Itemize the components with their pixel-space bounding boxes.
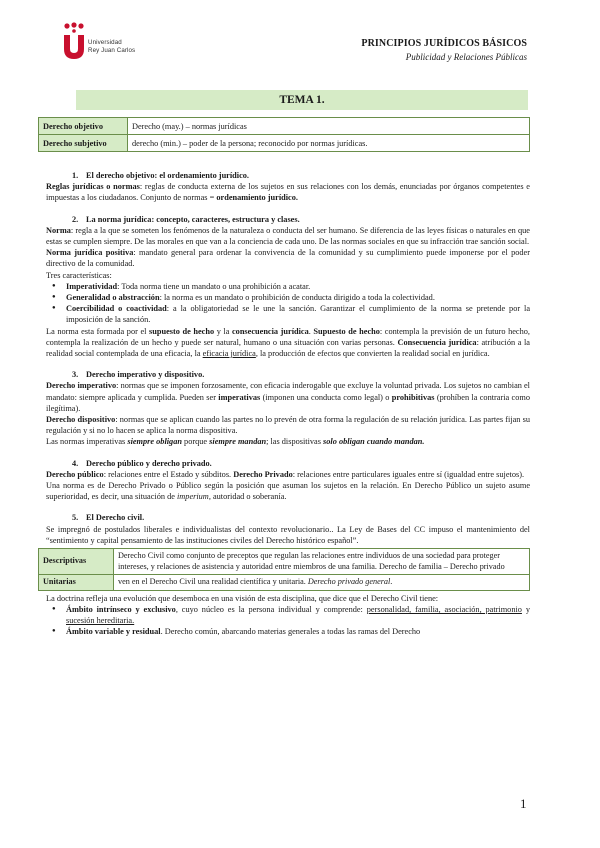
table-desc: ven en el Derecho Civil una realidad científica y unitaria. Derecho privado general. — [114, 575, 530, 591]
list-item: ● Ámbito variable y residual. Derecho común, abarcando materias generales a todas las ramas del Derecho — [46, 626, 530, 637]
scope-list — [46, 604, 530, 638]
urjc-logo-icon — [62, 22, 86, 60]
logo-text-line2: Rey Juan Carlos — [88, 47, 136, 54]
characteristics-list — [46, 281, 530, 326]
paragraph: Tres características: — [46, 270, 112, 280]
paragraph: La doctrina refleja una evolución que desemboca en una visión de esta disciplina, que dice que el Derecho Civil tiene: — [46, 593, 439, 603]
paragraph: Norma jurídica positiva: mandato general para ordenar la convivencia de la comunidad y su cumplimiento puede imponerse por el poder directivo de la comunidad. — [46, 248, 530, 269]
table-term: Unitarias — [39, 575, 114, 591]
definition-desc: derecho (min.) – poder de la persona; reconocido por normas jurídicas. — [128, 135, 530, 152]
section-heading: 2. La norma jurídica: concepto, caracteres, estructura y clases. — [72, 214, 300, 224]
paragraph: Una norma es de Derecho Privado o Público según la posición que asuman los sujetos en la relación. En Derecho Público un sujeto asume superioridad, es decir, una situación de imperium, autoridad o soberanía. — [46, 481, 530, 502]
paragraph: Las normas imperativas siempre obligan porque siempre mandan; las dispositivas solo obligan cuando mandan. — [46, 437, 425, 447]
paragraph: La norma esta formada por el supuesto de hecho y la consecuencia jurídica. Supuesto de hecho: contempla la previsión de un futuro hecho, contempla la realización de un hecho y puede ser natural, humano o una situación con varias personas. Consecuencia jurídica: atribución a la realidad social contemplada de una eficacia, la eficacia jurídica, la producción de efectos que convierten la realidad social en jurídica. — [46, 326, 530, 359]
tema-heading: TEMA 1. — [76, 90, 528, 110]
paragraph: Derecho dispositivo: normas que se aplican cuando las partes no lo prevén de otra forma la regulación de su relación jurídica. Las partes fijan su regulación y si no lo hacen se aplica la norma dispositiva. — [46, 415, 530, 436]
section-heading: 4. Derecho público y derecho privado. — [72, 458, 212, 468]
section-heading: 5. El Derecho civil. — [72, 513, 145, 523]
section-heading: 1. El derecho objetivo: el ordenamiento jurídico. — [72, 171, 249, 180]
table-row — [39, 118, 530, 135]
logo-text-line1: Universidad — [88, 39, 122, 46]
university-logo — [62, 22, 142, 62]
definition-desc: Derecho (may.) – normas jurídicas — [128, 118, 530, 135]
definitions-table — [38, 117, 530, 152]
paragraph: Derecho imperativo: normas que se imponen forzosamente, con eficacia inderogable que excluye la voluntad privada. Los sujetos no cambian el mandato: siempre aplicada y cumplida. Pueden ser imperativas (imponen una conducta como legal) o prohibitivas (prohíben la contraria como ilegítima). — [46, 381, 530, 413]
table-term: Descriptivas — [39, 549, 114, 575]
table-row — [39, 135, 530, 152]
list-item: ● Imperatividad: Toda norma tiene un mandato o una prohibición a acatar. — [46, 281, 530, 292]
list-item: ● Coercibilidad o coactividad: a la obligatoriedad se le une la sanción. Garantizar el cumplimiento de la norma se pretende por la imposición de la sanción. — [46, 303, 530, 325]
page-number: 1 — [520, 796, 527, 811]
paragraph: Reglas jurídicas o normas: reglas de conducta externa de los sujetos en sus relaciones con los demás, enunciadas por órganos competentes e impuestas a los ciudadanos. Conjunto de normas = ordenamiento jurídico. — [46, 182, 530, 203]
course-title: PRINCIPIOS JURÍDICOS BÁSICOS — [361, 38, 527, 49]
list-item: ● Ámbito intrínseco y exclusivo, cuyo núcleo es la persona individual y comprende: personalidad, familia, asociación, patrimonio y sucesión hereditaria. — [46, 604, 530, 626]
list-item: ● Generalidad o abstracción: la norma es un mandato o prohibición de conducta dirigido a toda la colectividad. — [46, 292, 530, 303]
main-content — [43, 166, 531, 637]
civil-law-table — [38, 548, 530, 591]
definition-term: Derecho subjetivo — [39, 135, 128, 152]
table-row — [39, 575, 530, 591]
paragraph: Se impregnó de postulados liberales e individualistas del contexto revolucionario.. La Ley de Bases del CC impuso el mantenimiento del “sentimiento y capital pensamiento de las instituciones civiles del Derecho histórico español”. — [46, 524, 530, 545]
table-desc: Derecho Civil como conjunto de preceptos que regulan las relaciones entre individuos de una sociedad para proteger intereses, y relaciones de asistencia y autoridad entre miembros de una familia. Derecho de familia – Derecho privado — [114, 549, 530, 575]
paragraph: Norma: regla a la que se someten los fenómenos de la naturaleza o conducta del ser humano. Se diferencia de las leyes físicas o naturales en que estas se cumplen siempre. De las morales en que van a la conciencia de cada uno. De las normas sociales en que su infracción trae sanción social. — [46, 225, 530, 247]
paragraph: Derecho público: relaciones entre el Estado y súbditos. Derecho Privado: relaciones entre particulares iguales entre sí (igualdad entre sujetos). — [46, 469, 525, 479]
section-heading: 3. Derecho imperativo y dispositivo. — [72, 370, 205, 380]
course-subtitle: Publicidad y Relaciones Públicas — [405, 52, 527, 62]
definition-term: Derecho objetivo — [39, 118, 128, 135]
table-row — [39, 549, 530, 575]
